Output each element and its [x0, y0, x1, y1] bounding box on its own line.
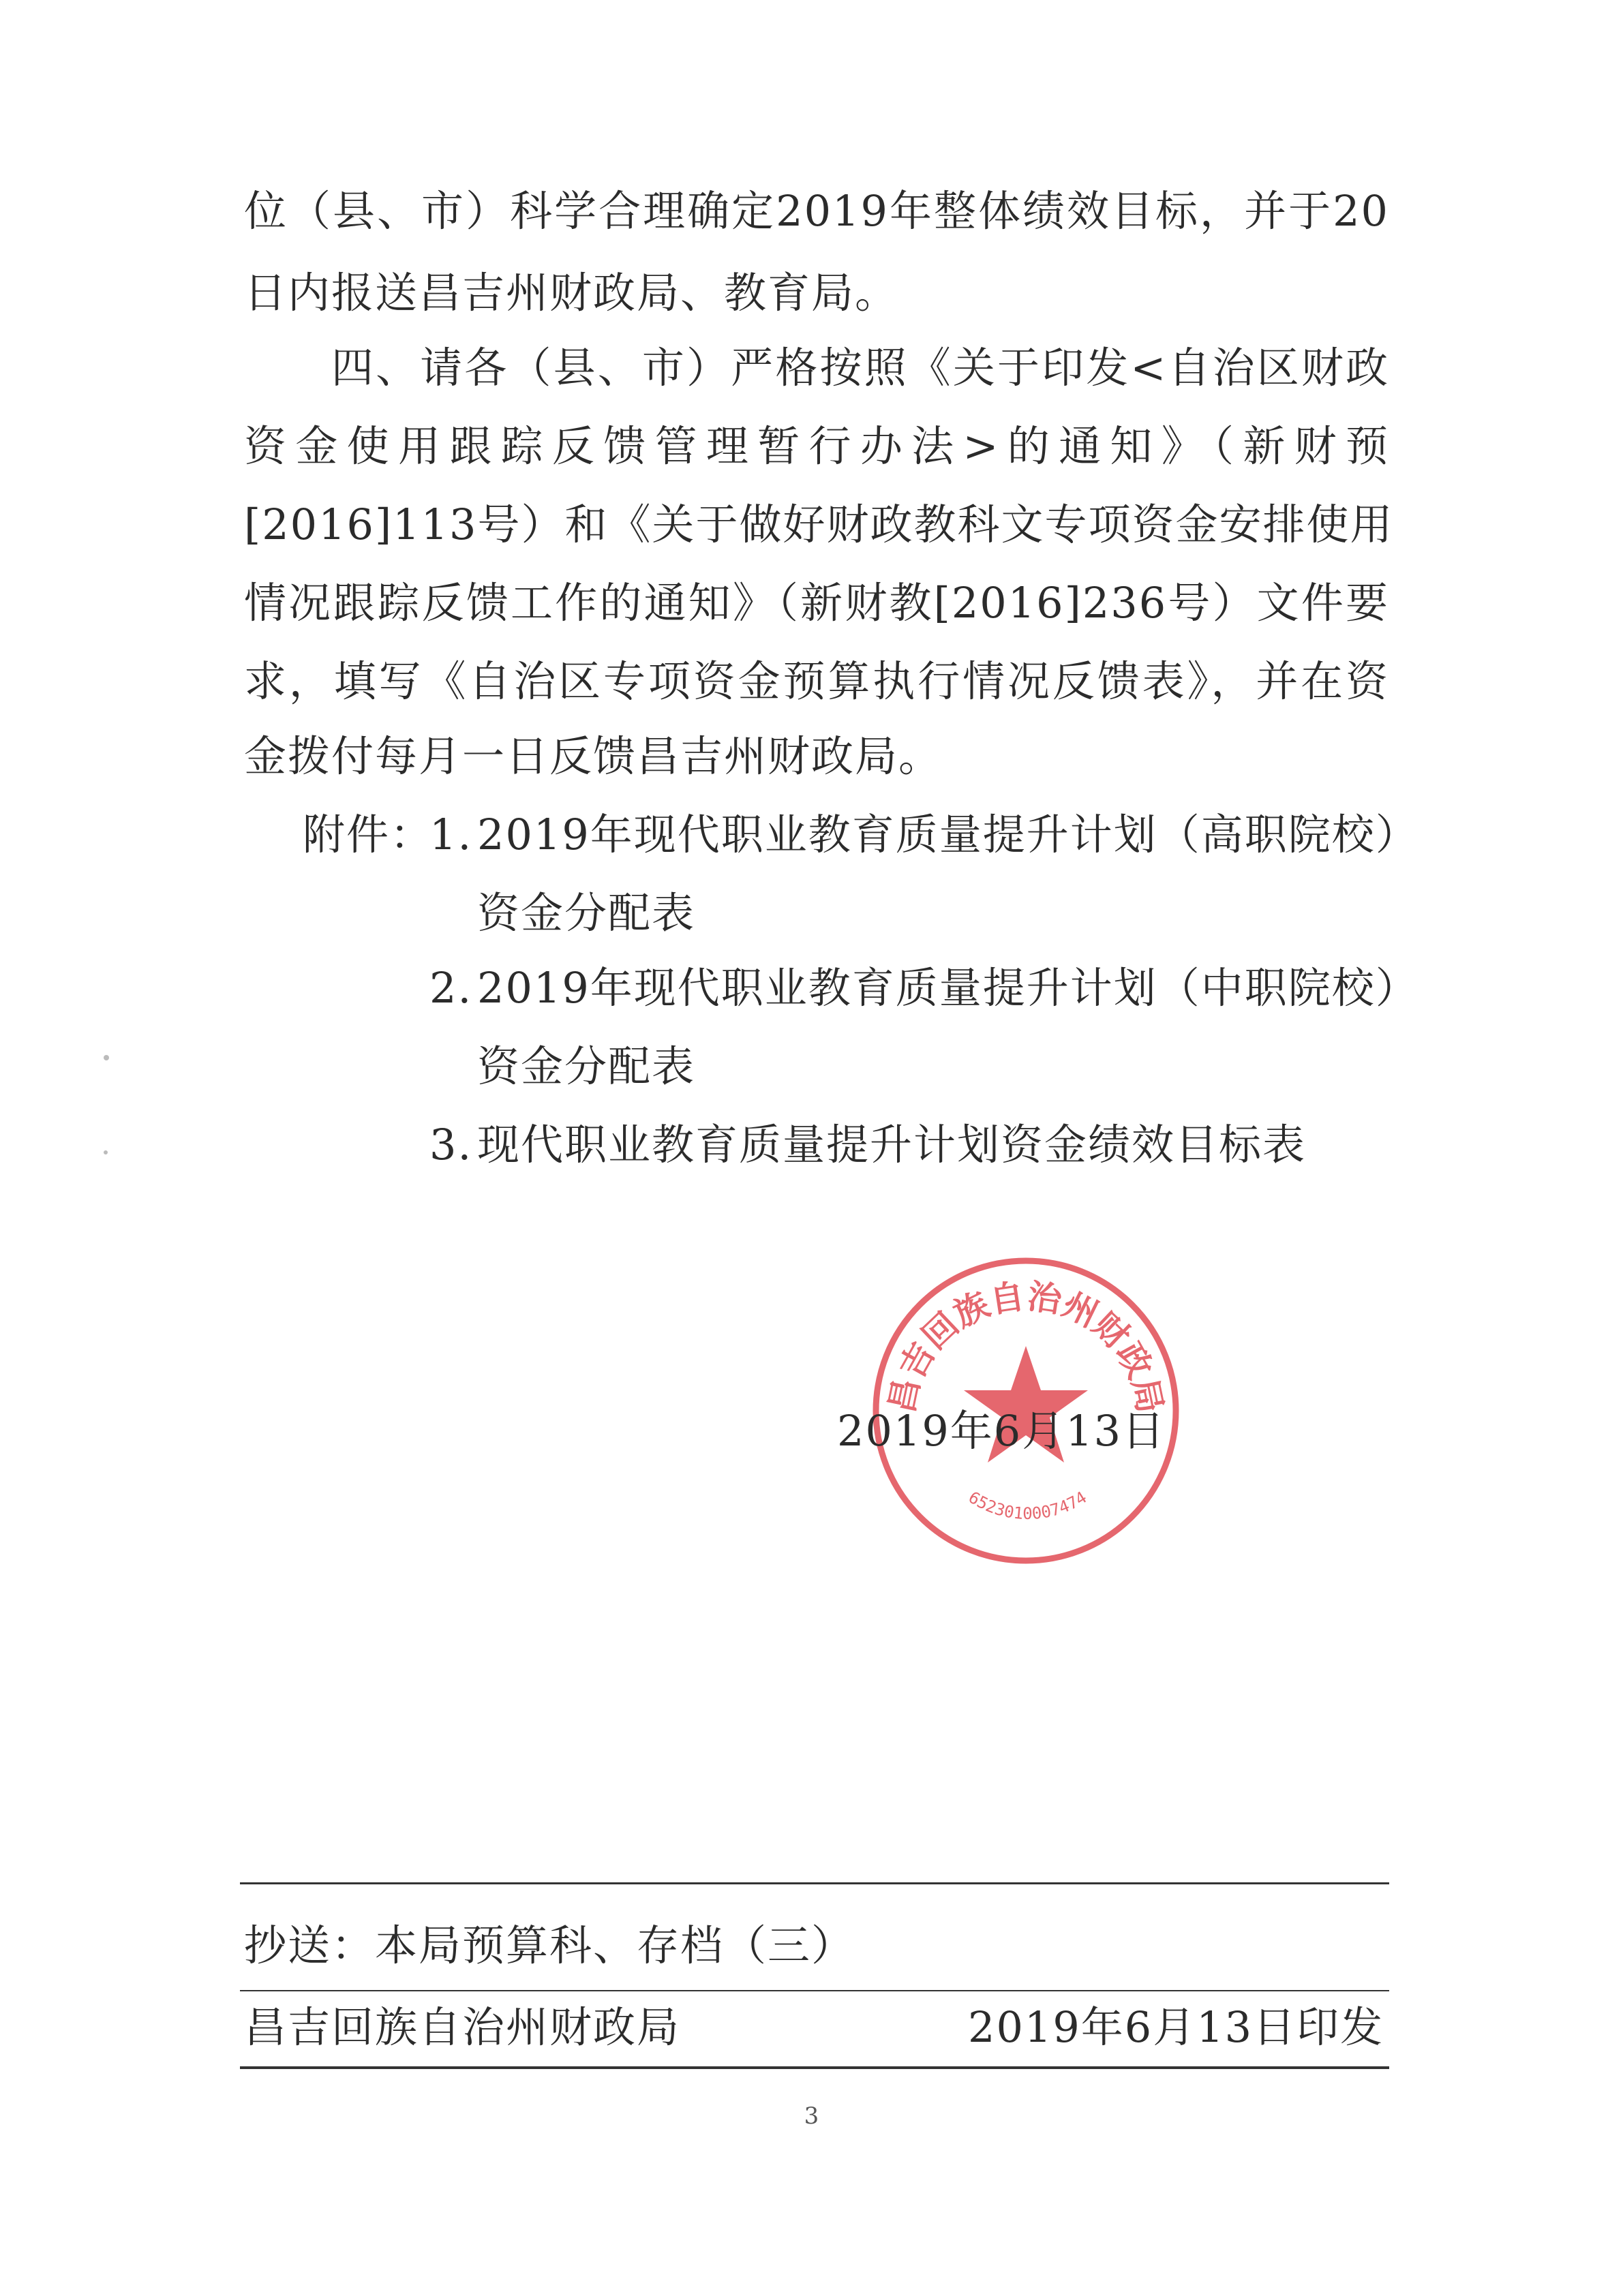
body-line-8: 金拨付每月一日反馈昌吉州财政局。 — [244, 731, 943, 781]
body-line-5: [2016]113号）和《关于做好财政教科文专项资金安排使用 — [244, 500, 1394, 549]
attachments-label: 附件： — [303, 810, 434, 859]
body-line-4: 资金使用跟踪反馈管理暂行办法>的通知》（新财预 — [244, 421, 1389, 471]
body-line-1: 位（县、市）科学合理确定2019年整体绩效目标，并于20 — [244, 186, 1389, 236]
cc-line: 抄送：本局预算科、存档（三） — [244, 1920, 855, 1970]
body-line-2: 日内报送昌吉州财政局、教育局。 — [244, 268, 899, 318]
scan-speck — [104, 1150, 108, 1154]
body-line-6: 情况跟踪反馈工作的通知》（新财教[2016]236号）文件要 — [244, 578, 1389, 628]
body-line-7: 求，填写《自治区专项资金预算执行情况反馈表》，并在资 — [244, 656, 1389, 706]
attachment-3-title: 现代职业教育质量提升计划资金绩效目标表 — [477, 1120, 1307, 1169]
attachment-1-num: 1. — [429, 810, 473, 859]
footer-middle-rule — [240, 1990, 1389, 1991]
issue-date: 2019年6月13日印发 — [968, 2002, 1384, 2052]
seal-text: 昌吉回族自治州财政局 — [881, 1276, 1170, 1417]
page-number: 3 — [804, 2102, 819, 2130]
attachment-3-num: 3. — [429, 1120, 473, 1169]
signature-date: 2019年6月13日 — [837, 1406, 1166, 1456]
svg-text:6523010007474 — [965, 1488, 1090, 1523]
attachment-2-title: 2019年现代职业教育质量提升计划（中职院校） — [477, 963, 1419, 1013]
seal-number: 6523010007474 — [965, 1487, 1091, 1524]
attachment-2-cont: 资金分配表 — [477, 1041, 696, 1091]
footer-bottom-rule — [240, 2066, 1389, 2069]
attachment-1-title: 2019年现代职业教育质量提升计划（高职院校） — [477, 810, 1419, 859]
body-line-3: 四、请各（县、市）严格按照《关于印发<自治区财政 — [331, 343, 1389, 393]
footer-top-rule — [240, 1882, 1389, 1884]
issuer-name: 昌吉回族自治州财政局 — [244, 2002, 681, 2052]
scan-speck — [104, 1055, 109, 1060]
attachment-1-cont: 资金分配表 — [477, 888, 696, 938]
attachment-2-num: 2. — [429, 963, 473, 1013]
